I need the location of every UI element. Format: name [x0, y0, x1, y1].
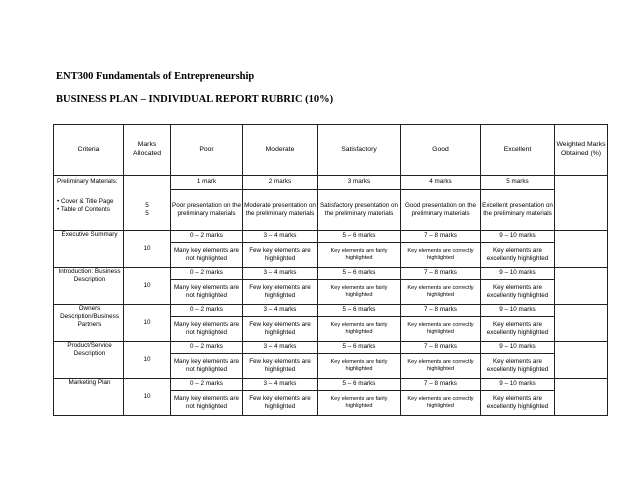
range-moderate: 3 – 4 marks [243, 305, 318, 317]
header-moderate: Moderate [243, 125, 318, 176]
prelim-marks-2: 5 [145, 210, 149, 217]
desc-good: Key elements are correctly highlighted [401, 354, 481, 379]
rubric-title: BUSINESS PLAN – INDIVIDUAL REPORT RUBRIC (10%) [56, 94, 334, 105]
range-poor: 0 – 2 marks [171, 268, 243, 280]
range-poor: 0 – 2 marks [171, 231, 243, 243]
range-good: 7 – 8 marks [401, 231, 481, 243]
range-poor: 0 – 2 marks [171, 342, 243, 354]
rubric-table [53, 124, 608, 416]
section-weighted-cell [555, 342, 608, 379]
range-poor: 0 – 2 marks [171, 379, 243, 391]
desc-poor: Many key elements are not highlighted [171, 391, 243, 416]
prelim-score-poor: 1 mark [171, 176, 243, 190]
prelim-score-satisfactory: 3 marks [318, 176, 401, 190]
section-weighted-cell [555, 231, 608, 268]
prelim-desc-moderate: Moderate presentation on the preliminary materials [243, 190, 318, 231]
prelim-score-excellent: 5 marks [481, 176, 555, 190]
section-weighted-cell [555, 379, 608, 416]
range-good: 7 – 8 marks [401, 305, 481, 317]
prelim-label: Preliminary Materials: [57, 178, 118, 185]
section-marks: 10 [124, 231, 171, 268]
desc-satisfactory: Key elements are fairly highlighted [318, 280, 401, 305]
desc-satisfactory: Key elements are fairly highlighted [318, 243, 401, 268]
header-excellent: Excellent [481, 125, 555, 176]
range-excellent: 9 – 10 marks [481, 342, 555, 354]
range-excellent: 9 – 10 marks [481, 268, 555, 280]
document-title: ENT300 Fundamentals of Entrepreneurship [56, 71, 255, 82]
section-range-row [54, 268, 608, 280]
prelim-item-cover: • Cover & Title Page [57, 198, 114, 206]
header-weighted-marks: Weighted Marks Obtained (%) [555, 125, 608, 176]
range-excellent: 9 – 10 marks [481, 231, 555, 243]
header-criteria: Criteria [54, 125, 124, 176]
header-satisfactory: Satisfactory [318, 125, 401, 176]
range-good: 7 – 8 marks [401, 342, 481, 354]
desc-excellent: Key elements are excellently highlighted [481, 317, 555, 342]
section-range-row [54, 305, 608, 317]
desc-excellent: Key elements are excellently highlighted [481, 243, 555, 268]
range-satisfactory: 5 – 6 marks [318, 379, 401, 391]
desc-excellent: Key elements are excellently highlighted [481, 280, 555, 305]
range-satisfactory: 5 – 6 marks [318, 268, 401, 280]
prelim-desc-satisfactory: Satisfactory presentation on the preliminary materials [318, 190, 401, 231]
prelim-desc-excellent: Excellent presentation on the preliminary materials [481, 190, 555, 231]
range-poor: 0 – 2 marks [171, 305, 243, 317]
desc-moderate: Few key elements are highlighted [243, 354, 318, 379]
prelim-marks-cell [124, 176, 171, 231]
prelim-desc-poor: Poor presentation on the preliminary materials [171, 190, 243, 231]
desc-moderate: Few key elements are highlighted [243, 391, 318, 416]
prelim-item-toc: • Table of Contents [57, 206, 110, 214]
prelim-criteria-cell [54, 176, 124, 231]
header-good: Good [401, 125, 481, 176]
section-marks: 10 [124, 268, 171, 305]
range-moderate: 3 – 4 marks [243, 342, 318, 354]
desc-good: Key elements are correctly highlighted [401, 317, 481, 342]
section-criteria-executive-summary: Executive Summary [54, 231, 124, 268]
desc-satisfactory: Key elements are fairly highlighted [318, 391, 401, 416]
prelim-marks-1: 5 [145, 201, 149, 209]
header-poor: Poor [171, 125, 243, 176]
range-good: 7 – 8 marks [401, 268, 481, 280]
range-excellent: 9 – 10 marks [481, 305, 555, 317]
desc-moderate: Few key elements are highlighted [243, 317, 318, 342]
prelim-weighted-cell [555, 176, 608, 231]
section-criteria-owners-description: Owners Description/Business Partners [54, 305, 124, 342]
desc-moderate: Few key elements are highlighted [243, 243, 318, 268]
section-criteria-business-description: Introduction: Business Description [54, 268, 124, 305]
section-range-row [54, 342, 608, 354]
desc-poor: Many key elements are not highlighted [171, 317, 243, 342]
header-row [54, 125, 608, 176]
desc-moderate: Few key elements are highlighted [243, 280, 318, 305]
desc-excellent: Key elements are excellently highlighted [481, 391, 555, 416]
desc-poor: Many key elements are not highlighted [171, 280, 243, 305]
range-good: 7 – 8 marks [401, 379, 481, 391]
prelim-score-good: 4 marks [401, 176, 481, 190]
range-excellent: 9 – 10 marks [481, 379, 555, 391]
section-marks: 10 [124, 342, 171, 379]
header-marks-allocated: Marks Allocated [124, 125, 171, 176]
desc-good: Key elements are correctly highlighted [401, 391, 481, 416]
section-range-row [54, 379, 608, 391]
section-weighted-cell [555, 268, 608, 305]
desc-good: Key elements are correctly highlighted [401, 280, 481, 305]
section-range-row [54, 231, 608, 243]
prelim-desc-good: Good presentation on the preliminary materials [401, 190, 481, 231]
range-moderate: 3 – 4 marks [243, 379, 318, 391]
desc-satisfactory: Key elements are fairly highlighted [318, 317, 401, 342]
range-satisfactory: 5 – 6 marks [318, 342, 401, 354]
desc-excellent: Key elements are excellently highlighted [481, 354, 555, 379]
desc-satisfactory: Key elements are fairly highlighted [318, 354, 401, 379]
desc-good: Key elements are correctly highlighted [401, 243, 481, 268]
section-marks: 10 [124, 379, 171, 416]
range-satisfactory: 5 – 6 marks [318, 231, 401, 243]
range-moderate: 3 – 4 marks [243, 231, 318, 243]
desc-poor: Many key elements are not highlighted [171, 354, 243, 379]
section-weighted-cell [555, 305, 608, 342]
range-moderate: 3 – 4 marks [243, 268, 318, 280]
section-criteria-product-service: Product/Service Description [54, 342, 124, 379]
section-criteria-marketing-plan: Marketing Plan [54, 379, 124, 416]
section-marks: 10 [124, 305, 171, 342]
range-satisfactory: 5 – 6 marks [318, 305, 401, 317]
prelim-score-row [54, 176, 608, 190]
desc-poor: Many key elements are not highlighted [171, 243, 243, 268]
prelim-score-moderate: 2 marks [243, 176, 318, 190]
